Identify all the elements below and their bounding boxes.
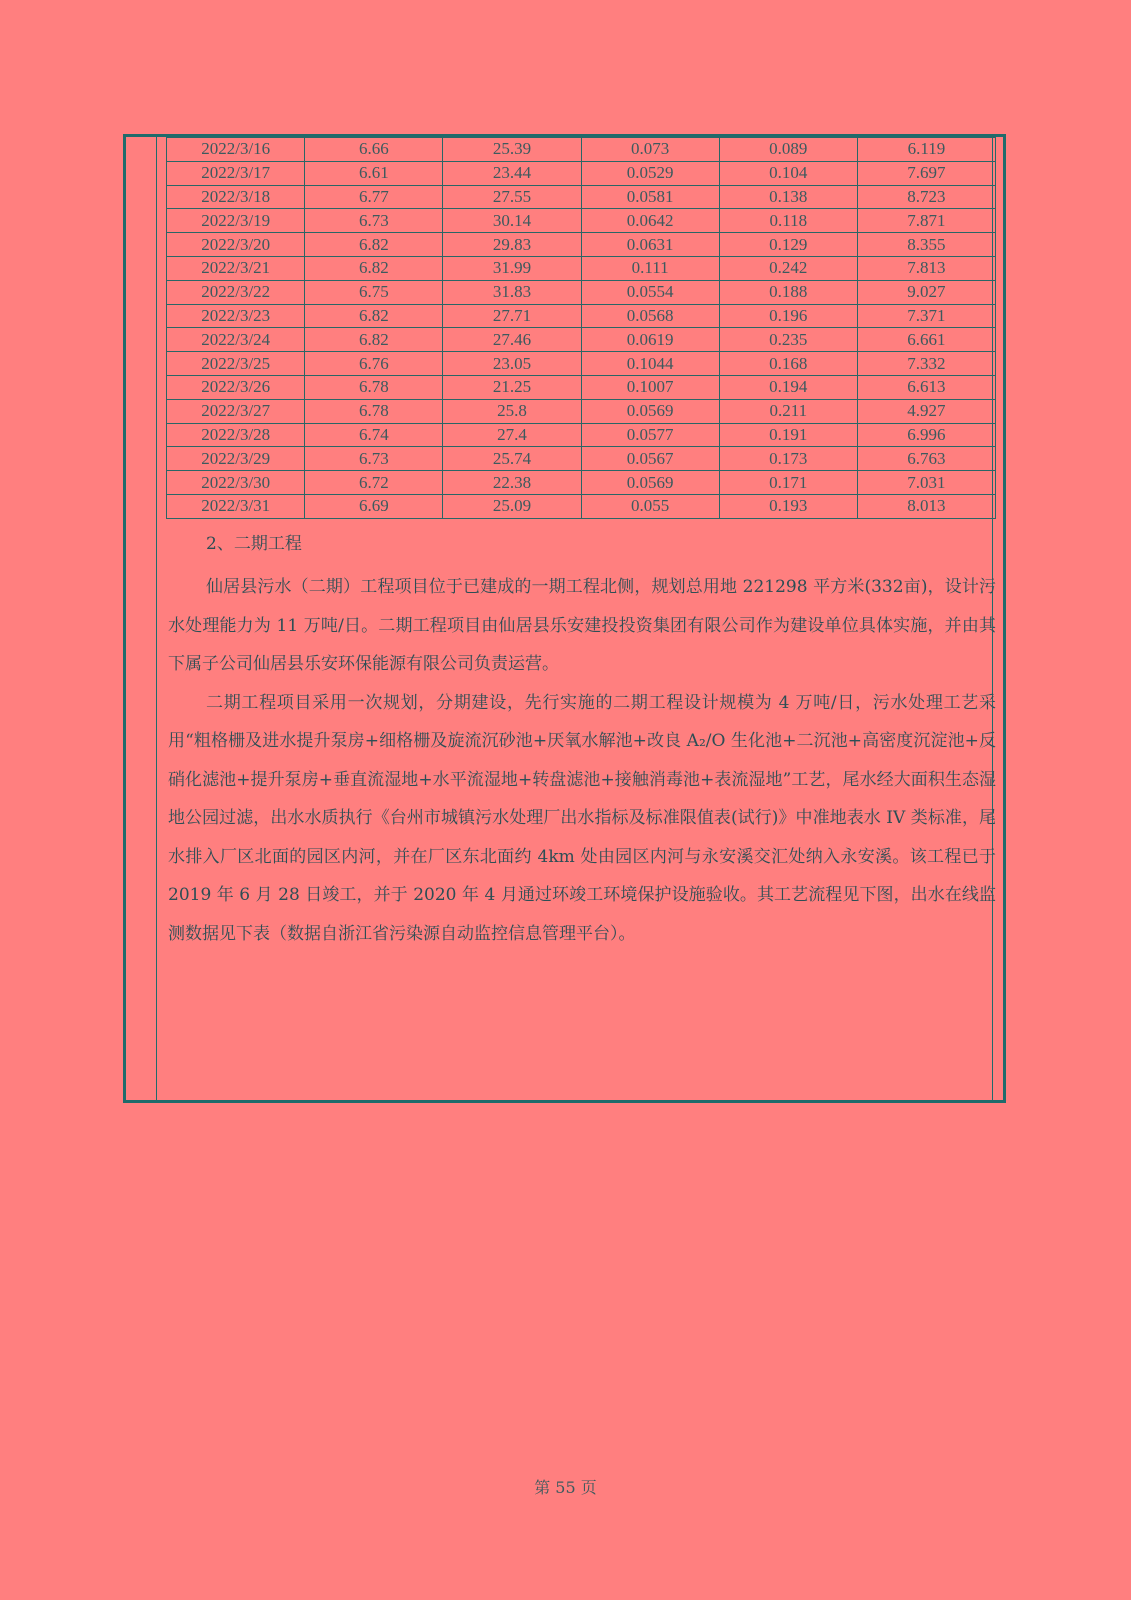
table-cell: 2022/3/24 — [167, 328, 305, 352]
table-cell: 6.613 — [857, 375, 995, 399]
table-row — [167, 256, 996, 280]
table-cell: 2022/3/26 — [167, 375, 305, 399]
table-cell: 25.39 — [443, 138, 581, 162]
table-cell: 25.8 — [443, 399, 581, 423]
table-cell: 6.69 — [305, 494, 443, 518]
table-cell: 6.77 — [305, 185, 443, 209]
table-cell: 2022/3/19 — [167, 209, 305, 233]
table-cell: 0.171 — [719, 471, 857, 495]
table-cell: 29.83 — [443, 233, 581, 257]
table-row — [167, 328, 996, 352]
table-cell: 6.73 — [305, 447, 443, 471]
table-cell: 6.82 — [305, 233, 443, 257]
table-row — [167, 423, 996, 447]
table-cell: 6.73 — [305, 209, 443, 233]
table-cell: 6.82 — [305, 256, 443, 280]
table-row — [167, 447, 996, 471]
table-body — [167, 138, 996, 519]
table-cell: 0.242 — [719, 256, 857, 280]
paragraph-process: 二期工程项目采用一次规划，分期建设，先行实施的二期工程设计规模为 4 万吨/日，污水处理工艺采用“粗格栅及进水提升泵房+细格栅及旋流沉砂池+厌氧水解池+改良 A₂/O 生化池+二沉池+高密度沉淀池+反硝化滤池+提升泵房+垂直流湿地+水平流湿地+转盘滤池+接触消毒池+表流湿地”工艺，尾水经大面积生态湿地公园过滤，出水水质执行《台州市城镇污水处理厂出水指标及标准限值表(试行)》中准地表水 IV 类标准，尾水排入厂区北面的园区内河，并在厂区东北面约 4km 处由园区内河与永安溪交汇处纳入永安溪。该工程已于 2019 年 6 月 28 日竣工，并于 2020 年 4 月通过环竣工环境保护设施验收。其工艺流程见下图，出水在线监测数据见下表（数据自浙江省污染源自动监控信息管理平台）。 — [168, 692, 996, 944]
table-cell: 0.194 — [719, 375, 857, 399]
table-cell: 0.0554 — [581, 280, 719, 304]
table-cell: 23.05 — [443, 352, 581, 376]
table-cell: 2022/3/31 — [167, 494, 305, 518]
table-cell: 0.196 — [719, 304, 857, 328]
table-row — [167, 494, 996, 518]
table-cell: 0.089 — [719, 138, 857, 162]
table-cell: 8.355 — [857, 233, 995, 257]
table-row — [167, 375, 996, 399]
table-cell: 2022/3/16 — [167, 138, 305, 162]
table-row — [167, 233, 996, 257]
table-row — [167, 209, 996, 233]
table-cell: 0.0619 — [581, 328, 719, 352]
table-cell: 27.46 — [443, 328, 581, 352]
section-heading: 2、二期工程 — [206, 534, 302, 554]
table-row — [167, 352, 996, 376]
table-cell: 0.211 — [719, 399, 857, 423]
table-cell: 8.723 — [857, 185, 995, 209]
table-cell: 0.138 — [719, 185, 857, 209]
table-cell: 0.1007 — [581, 375, 719, 399]
table-cell: 7.871 — [857, 209, 995, 233]
table-cell: 2022/3/27 — [167, 399, 305, 423]
table-cell: 31.99 — [443, 256, 581, 280]
table-cell: 25.74 — [443, 447, 581, 471]
table-cell: 9.027 — [857, 280, 995, 304]
table-cell: 2022/3/23 — [167, 304, 305, 328]
table-cell: 0.193 — [719, 494, 857, 518]
table-cell: 25.09 — [443, 494, 581, 518]
table-row — [167, 280, 996, 304]
table-cell: 2022/3/17 — [167, 161, 305, 185]
table-cell: 0.129 — [719, 233, 857, 257]
table-cell: 6.74 — [305, 423, 443, 447]
table-cell: 0.0631 — [581, 233, 719, 257]
table-cell: 6.61 — [305, 161, 443, 185]
table-cell: 7.371 — [857, 304, 995, 328]
monitoring-data-table — [166, 137, 996, 519]
table-cell: 7.813 — [857, 256, 995, 280]
table-cell: 7.697 — [857, 161, 995, 185]
table-cell: 27.71 — [443, 304, 581, 328]
table-cell: 4.927 — [857, 399, 995, 423]
table-cell: 8.013 — [857, 494, 995, 518]
table-row — [167, 304, 996, 328]
table-cell: 0.0569 — [581, 471, 719, 495]
table-cell: 22.38 — [443, 471, 581, 495]
table-cell: 6.78 — [305, 375, 443, 399]
table-cell: 0.0642 — [581, 209, 719, 233]
table-cell: 0.0567 — [581, 447, 719, 471]
table-cell: 2022/3/29 — [167, 447, 305, 471]
table-cell: 7.031 — [857, 471, 995, 495]
table-row — [167, 161, 996, 185]
table-cell: 31.83 — [443, 280, 581, 304]
table-cell: 7.332 — [857, 352, 995, 376]
table-cell: 2022/3/25 — [167, 352, 305, 376]
page-number: 第 55 页 — [534, 1478, 597, 1497]
paragraph-overview: 仙居县污水（二期）工程项目位于已建成的一期工程北侧，规划总用地 221298 平方米(332亩)，设计污水处理能力为 11 万吨/日。二期工程项目由仙居县乐安建投投资集团有限公司作为建设单位具体实施，并由其下属子公司仙居县乐安环保能源有限公司负责运营。 — [168, 577, 996, 674]
table-cell: 0.055 — [581, 494, 719, 518]
table-cell: 6.82 — [305, 304, 443, 328]
table-cell: 0.0577 — [581, 423, 719, 447]
table-cell: 0.0569 — [581, 399, 719, 423]
table-cell: 0.0581 — [581, 185, 719, 209]
table-cell: 30.14 — [443, 209, 581, 233]
table-cell: 0.1044 — [581, 352, 719, 376]
table-cell: 6.75 — [305, 280, 443, 304]
table-cell: 6.763 — [857, 447, 995, 471]
table-cell: 27.55 — [443, 185, 581, 209]
table-cell: 6.119 — [857, 138, 995, 162]
table-row — [167, 399, 996, 423]
table-cell: 6.72 — [305, 471, 443, 495]
table-cell: 0.191 — [719, 423, 857, 447]
table-cell: 2022/3/21 — [167, 256, 305, 280]
table-cell: 27.4 — [443, 423, 581, 447]
table-cell: 6.661 — [857, 328, 995, 352]
table-cell: 0.111 — [581, 256, 719, 280]
table-row — [167, 185, 996, 209]
table-cell: 23.44 — [443, 161, 581, 185]
table-cell: 2022/3/30 — [167, 471, 305, 495]
table-cell: 2022/3/22 — [167, 280, 305, 304]
table-row — [167, 471, 996, 495]
table-cell: 6.76 — [305, 352, 443, 376]
table-cell: 2022/3/28 — [167, 423, 305, 447]
frame-left-column-line — [156, 137, 157, 1100]
table-cell: 6.82 — [305, 328, 443, 352]
section-content — [168, 528, 996, 953]
table-cell: 0.118 — [719, 209, 857, 233]
table-cell: 0.173 — [719, 447, 857, 471]
table-cell: 6.996 — [857, 423, 995, 447]
table-cell: 0.168 — [719, 352, 857, 376]
table-cell: 2022/3/18 — [167, 185, 305, 209]
table-cell: 0.0529 — [581, 161, 719, 185]
table-cell: 6.78 — [305, 399, 443, 423]
table-cell: 0.073 — [581, 138, 719, 162]
table-row — [167, 138, 996, 162]
table-cell: 0.104 — [719, 161, 857, 185]
table-cell: 0.0568 — [581, 304, 719, 328]
table-cell: 0.235 — [719, 328, 857, 352]
table-cell: 0.188 — [719, 280, 857, 304]
table-cell: 6.66 — [305, 138, 443, 162]
table-cell: 21.25 — [443, 375, 581, 399]
table-cell: 2022/3/20 — [167, 233, 305, 257]
